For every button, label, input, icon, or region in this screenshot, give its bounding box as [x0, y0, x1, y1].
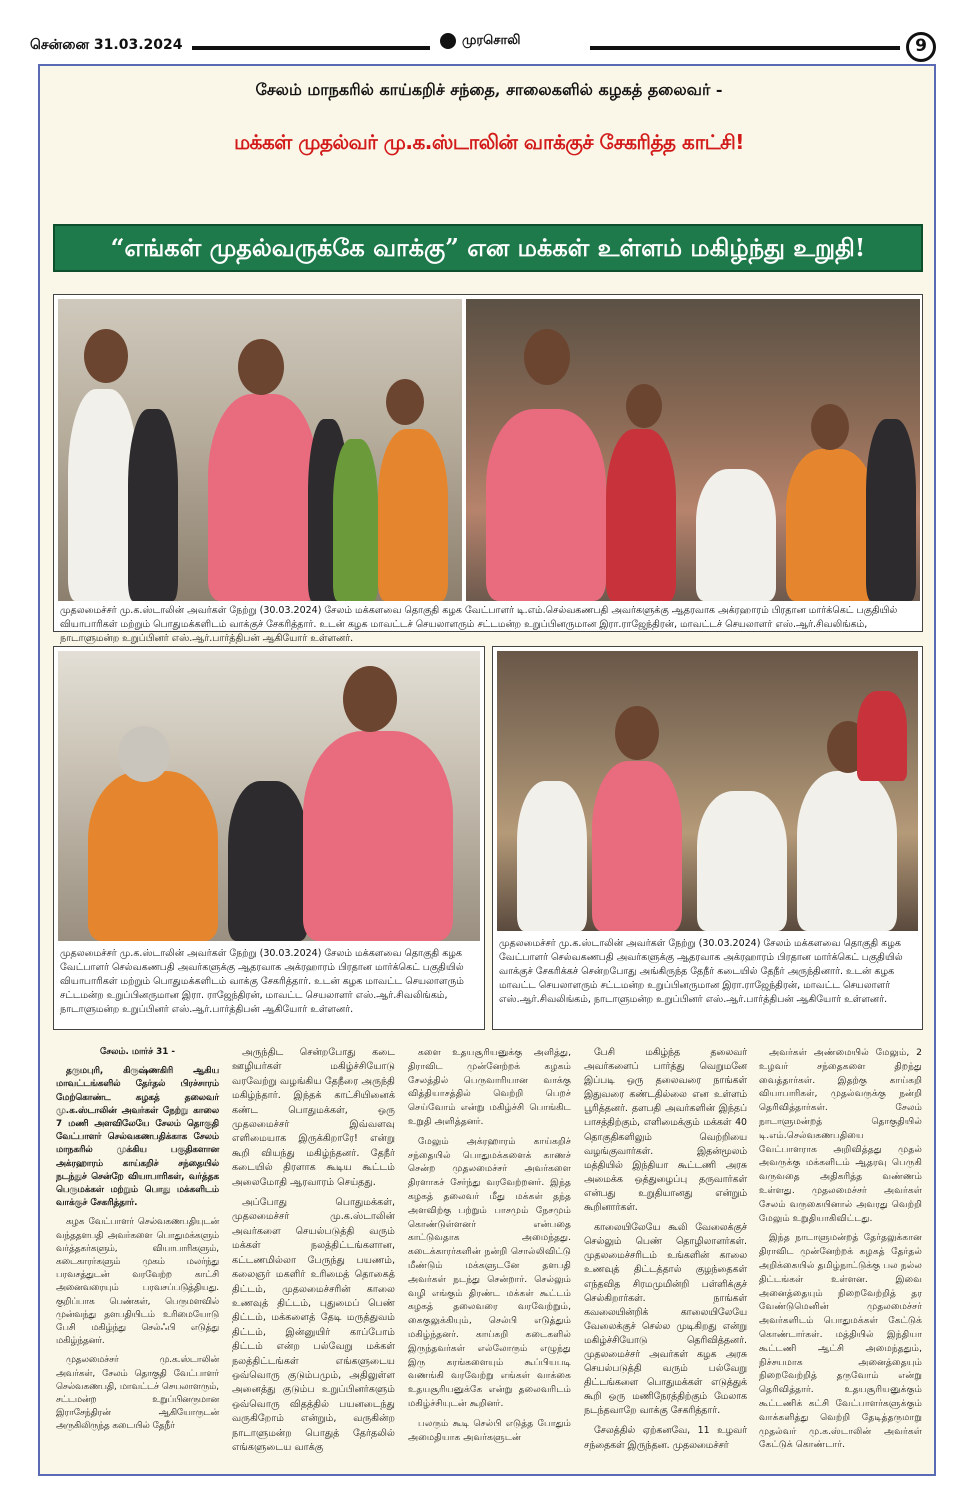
headline: மக்கள் முதல்வர் மு.க.ஸ்டாலின் வாக்குச் சேகரித்த காட்சி! — [234, 130, 744, 154]
article-column-2 — [232, 1046, 395, 1461]
article-body — [56, 1046, 922, 1464]
article-column-5 — [759, 1046, 922, 1458]
left-photo-box — [53, 646, 485, 1030]
caption-left: முதலமைச்சர் மு.க.ஸ்டாலின் அவர்கள் நேற்று (30.03.2024) சேலம் மக்களவை தொகுதி கழக வேட்பாளர் செல்வகணபதி அவர்களுக்கு ஆதரவாக அக்ரஹாரம் பிரதான மார்க்கெட் பகுதியில் வியாபாரிகள் மற்றும் பொதுமக்களிடம் வாக்கு சேகரித்தார். உடன் கழக மாவட்ட செயலாளரும் சட்டமன்ற உறுப்பினருமான இரா. ராஜேந்திரன், மாவட்ட செயலாளர் எஸ்.ஆர்.சிவலிங்கம், நாடாளுமன்ற உறுப்பினர் எஸ்.ஆர்.பார்த்திபன் ஆகியோர் உள்ளனர். — [60, 948, 464, 1015]
photo-tea-shop — [497, 651, 918, 931]
paragraph: மேலும் அக்ரஹாரம் காய்கறிச் சந்தையில் பொதுமக்களைக் காணச் சென்ற முதலமைச்சர் அவர்களை திரளாகச் சேர்ந்து வரவேற்றனர். இந்த கழகத் தலைவர் மீது மக்கள் தந்த அளவிற்கு பற்றும் பாசமும் நேசமும் கொண்டுள்ளனர் என்பதை காட்டுவதாக அமைந்தது. கடைக்காரர்களின் நன்றி சொல்லிவிட்டு மீண்டும் மக்களுடனே தளபதி அவர்கள் நடந்து சென்றார். செல்லும் வழி எங்கும் திரண்ட மக்கள் கூட்டம் கழகத் தலைவரை வரவேற்றும், கைகுலுக்கியும், செல்பி எடுத்தும் மகிழ்ந்தனர். காய்கறி கடைகளில் இருந்தவர்கள் எல்லோரும் எழுந்து இரு கரங்களையும் கூப்பியபடி வணங்கி வரவேற்று எங்கள் வாக்கை உதயசூரியனுக்கே என்று தலைவரிடம் மகிழ்ச்சியுடன் கூறினர். — [408, 1135, 571, 1409]
article-column-1 — [56, 1046, 219, 1440]
paragraph: அவர்கள் அண்மையில் மேலும், 2 உழவர் சந்தைகளை திறந்து வைத்தார்கள். இதற்கு காய்கறி வியாபாரிகள், முதல்வருக்கு நன்றி தெரிவித்தார்கள். சேலம் நாடாளுமன்றத் தொகுதியில் டி.எம்.செல்வகணபதியை வேட்பாளராக அறிவித்தது முதல் அவருக்கு மக்களிடம் ஆதரவு பெருகி வருவதை அதிகரித்த வண்ணம் உள்ளது. முதலமைச்சர் அவர்கள் சேலம் வருகையினால் அவரது வெற்றி மேலும் உறுதியாகிவிட்டது. — [759, 1047, 922, 1224]
newspaper-logo — [440, 33, 521, 49]
photo-elderly-woman — [58, 651, 480, 941]
edition-date: சென்னை 31.03.2024 — [30, 37, 183, 53]
lead-paragraph: தருமபுரி, கிருஷ்ணகிரி ஆகிய மாவட்டங்களில் தேர்தல் பிரச்சாரம் மேற்கொண்ட கழகத் தலைவர் மு.க.ஸ்டாலின் அவர்கள் நேற்று காலை 7 மணி அளவிலேயே சேலம் தொகுதி வேட்பாளர் செல்வகணபதிக்காக சேலம் மாநகரில் முக்கிய பகுதிகளான அக்ரஹாரம் காய்கறிச் சந்தையில் நடந்துச் சென்றே வியாபாரிகள், வர்த்தக பெருமக்கள் மற்றும் பொது மக்களிடம் வாக்குச் சேகரித்தார். — [56, 1066, 219, 1209]
right-photo-box — [492, 646, 923, 1030]
paragraph: பேசி மகிழ்ந்த தலைவர் அவர்களைப் பார்த்து வெறுமனே இப்படி ஒரு தலைவரை நாங்கள் இதுவரை கண்டதில்லை என உள்ளம் பூரித்தனர். தளபதி அவர்களின் இந்தப் பாசத்திற்கும், எளிமைக்கும் மக்கள் 40 தொகுதிகளிலும் வெற்றியை வழங்குவார்கள். இதன்மூலம் மத்தியில் இந்தியா கூட்டணி அரசு அமைக்க ஒத்துழைப்பு தருவார்கள் என்பது உறுதியானது என்றும் கூறினார்கள். — [584, 1047, 747, 1214]
photo-greeting-vendors — [58, 299, 462, 601]
caption-top: முதலமைச்சர் மு.க.ஸ்டாலின் அவர்கள் நேற்று (30.03.2024) சேலம் மக்களவை தொகுதி கழக வேட்பாளர் டி.எம்.செல்வகணபதி அவர்களுக்கு ஆதரவாக அக்ரஹாரம் பிரதான மார்க்கெட் பகுதியில் வியாபாரிகள் மற்றும் பொதுமக்களிடம் வாக்குச் சேகரித்தார். உடன் கழக மாவட்டச் செயலாளரும் சட்டமன்ற உறுப்பினருமான இரா.ராஜேந்திரன், மாவட்டச் செயலாளர் எஸ்.ஆர்.சிவலிங்கம், நாடாளுமன்ற உறுப்பினர் எஸ்.ஆர்.பார்த்திபன் ஆகியோர் உள்ளனர். — [60, 605, 898, 644]
masthead-rule-left — [192, 46, 430, 50]
paragraph: பலரும் கூடி செல்பி எடுத்த போதும் அமைதியாக அவர்களுடன் — [408, 1417, 571, 1443]
paragraph: சேலத்தில் ஏற்கனவே, 11 உழவர் சந்தைகள் இருந்தன. முதலமைச்சர் — [584, 1425, 747, 1451]
paragraph: இந்த நாடாளுமன்றத் தேர்தலுக்கான திராவிட முன்னேற்றக் கழகத் தேர்தல் அறிக்கையில் தமிழ்நாட்டுக்கு பல நல்ல திட்டங்கள் உள்ளன. இவை அனைத்தையும் நிறைவேற்றித் தர வேண்டுமெனின் முதலமைச்சர் அவர்களிடம் பொதுமக்கள் கேட்டுக் கொண்டார்கள். மத்தியில் இந்தியா கூட்டணி ஆட்சி அமைந்ததும், நிச்சயமாக அனைத்தையும் நிறைவேற்றித் தருவோம் என்று தெரிவித்தார். உதயசூரியனுக்கும் கூட்டணிக் கட்சி வேட்பாளர்களுக்கும் வாக்களித்து வெற்றி தேடித்தருமாறு முதல்வர் மு.க.ஸ்டாலின் அவர்கள் கேட்டுக் கொண்டார். — [759, 1232, 922, 1451]
masthead-rule-right — [590, 46, 900, 50]
masthead — [0, 0, 972, 62]
kicker: சேலம் மாநகரில் காய்கறிச் சந்தை, சாலைகளில் கழகத் தலைவர் - — [255, 80, 723, 99]
caption-right: முதலமைச்சர் மு.க.ஸ்டாலின் அவர்கள் நேற்று (30.03.2024) சேலம் மக்களவை தொகுதி கழக வேட்பாளர் செல்வகணபதி அவர்களுக்கு ஆதரவாக அக்ரஹாரம் பிரதான மார்க்கெட் பகுதியில் வாக்குச் சேகரிக்கச் சென்றபோது அங்கிருந்த தேநீர் கடையில் தேநீர் அருந்தினார். உடன் கழக மாவட்ட செயலாளரும் சட்டமன்ற உறுப்பினருமான இரா.ராஜேந்திரன், மாவட்ட செயலாளர் எஸ்.ஆர்.சிவலிங்கம், நாடாளுமன்ற உறுப்பினர் எஸ்.ஆர்.பார்த்திபன் ஆகியோர் உள்ளனர். — [499, 938, 903, 1005]
story-frame — [38, 64, 936, 1476]
article-column-4 — [584, 1046, 747, 1459]
photo-market-crowd — [466, 299, 920, 601]
subheadline-banner: “எங்கள் முதல்வருக்கே வாக்கு” என மக்கள் உள்ளம் மகிழ்ந்து உறுதி! — [53, 224, 923, 272]
paragraph: அப்போது பொதுமக்கள், முதலமைச்சர் மு.க.ஸ்டாலின் அவர்களை செயல்படுத்தி வரும் மக்கள் நலத்திட்டங்களான, கட்டணமில்லா பேருந்து பயணம், கலைஞர் மகளிர் உரிமைத் தொகைத் திட்டம், முதலமைச்சரின் காலை உணவுத் திட்டம், புதுமைப் பெண் திட்டம், மக்களைத் தேடி மருத்துவம் திட்டம், இன்னுயிர் காப்போம் திட்டம் என்ற பல்வேறு மக்கள் நலத்திட்டங்கள் எங்களுடைய ஒவ்வொரு குடும்பமும், அதிலுள்ள அனைத்து குடும்ப உறுப்பினர்களும் ஒவ்வொரு விதத்தில் பயனடைந்து வருகிறோம் என்றும், வருகின்ற நாடாளுமன்ற பொதுத் தேர்தலில் எங்களுடைய வாக்கு — [232, 1197, 395, 1453]
page-number: 9 — [906, 32, 936, 62]
newspaper-name: முரசொலி — [462, 33, 521, 48]
dateline: சேலம். மார்ச் 31 - — [99, 1047, 176, 1057]
article-column-3 — [408, 1046, 571, 1450]
top-photo-box — [53, 294, 923, 644]
paragraph: கழக வேட்பாளர் செல்வகணபதியுடன் வந்ததளபதி அவர்களை பொதுமக்களும் வர்த்தகர்களும், வியாபாரிகளும், கடைகாரர்களும் முகம் மலர்ந்து பரவசத்துடன் வரவேற்ற காட்சி அனைவரையும் பரவசப்படுத்தியது. குறிப்பாக பெண்கள், பெருமளவில் முன்வந்து தளபதியிடம் உரிமையோடு பேசி மகிழ்ந்து செல்ஃபி எடுத்து மகிழ்ந்தனர். — [56, 1217, 219, 1347]
paragraph: முதலமைச்சர் மு.க.ஸ்டாலின் அவர்கள், சேலம் தொகுதி வேட்பாளர் செல்வகணபதி, மாவட்டச் செயலாளரும், சட்டமன்ற உறுப்பினருமான இராசேந்திரன் ஆகியோருடன் அருகிலிருந்த கடையில் தேநீர் — [56, 1355, 219, 1432]
paragraph: களை உதயசூரியனுக்கு அளித்து, திராவிட முன்னேற்றக் கழகம் சேலத்தில் பெருவாரியான வாக்கு வித்தியாசத்தில் வெற்றி பெறச் செய்வோம் என்று மகிழ்ச்சி பொங்கிட உறுதி அளித்தனர். — [408, 1047, 571, 1127]
paragraph: காலையிலேயே கூலி வேலைக்குச் செல்லும் பெண் தொழிலாளர்கள். முதலமைச்சரிடம் உங்களின் காலை உணவுத் திட்டத்தால் குழந்தைகள் எந்தவித சிரமமுமின்றி பள்ளிக்குச் செல்கிறார்கள். நாங்கள் கவலையின்றிக் காலையிலேயே வேலைக்குச் செல்ல முடிகிறது என்று மகிழ்ச்சியோடு தெரிவித்தனர். முதலமைச்சர் அவர்கள் கழக அரசு செயல்படுத்தி வரும் பல்வேறு திட்டங்களை பொதுமக்கள் எடுத்துக் கூறி ஒரு மணிநேரத்திற்கும் மேலாக நடந்தவாறே வாக்கு சேகரித்தார். — [584, 1222, 747, 1417]
paragraph: அருந்திட சென்றபோது கடை ஊழியர்கள் மகிழ்ச்சியோடு வரவேற்று வழங்கிய தேநீரை அருந்தி மகிழ்ந்தார். இந்தக் காட்சியினைக் கண்ட பொதுமக்கள், ஒரு முதலமைச்சர் இவ்வளவு எளிமையாக இருக்கிறாரே! என்று கூறி வியந்து மகிழ்ந்தனர். தேநீர் கடையில் திரளாக கூடிய கூட்டம் அலைமோதி ஆரவாரம் செய்தது. — [232, 1047, 395, 1188]
emblem-icon — [440, 33, 456, 49]
